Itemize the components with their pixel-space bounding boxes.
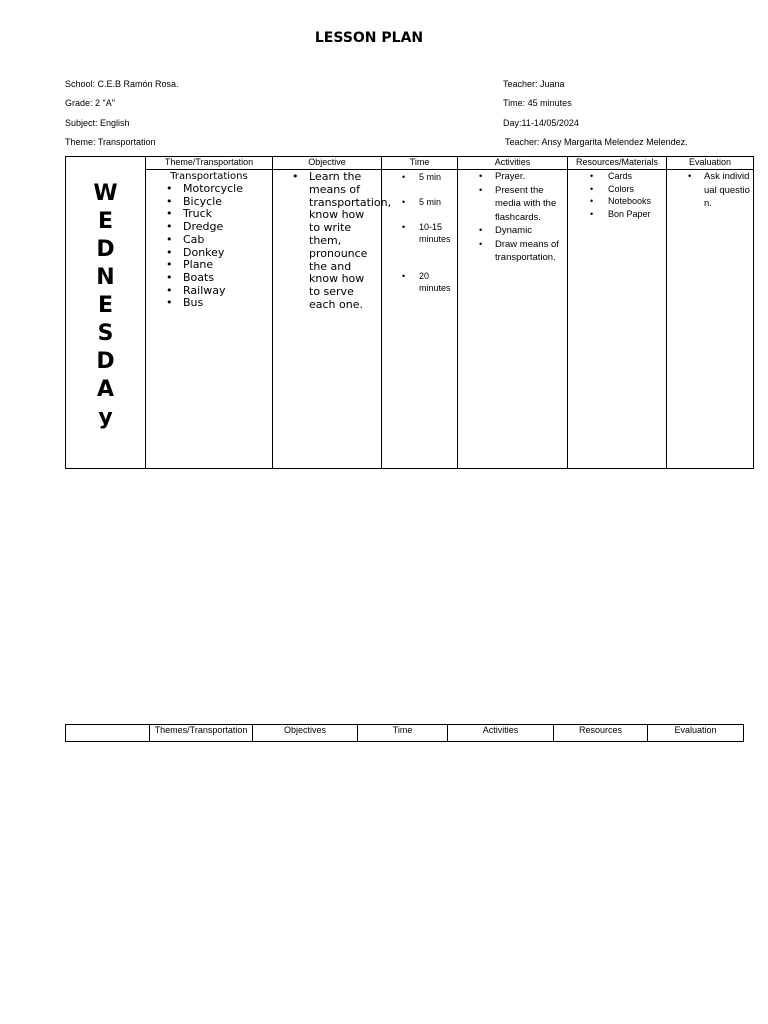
- lesson-plan-table: [65, 156, 754, 469]
- list-item: • Colors: [568, 183, 666, 196]
- list-item: • Cab: [146, 234, 272, 247]
- evaluation-list: [667, 170, 753, 211]
- list-item: • Ask individual question.: [667, 170, 753, 211]
- header-cell-resources: Resources: [554, 725, 648, 742]
- list-item: • Boats: [146, 272, 272, 285]
- list-item: • Bon Paper: [568, 208, 666, 221]
- list-item: • Present the media with the flashcards.: [458, 184, 567, 225]
- meta-grade: Grade: 2 "A": [65, 98, 115, 108]
- meta-time: Time: 45 minutes: [503, 98, 572, 108]
- header-cell-activities: Activities: [458, 157, 568, 170]
- table-header-row: [66, 725, 744, 742]
- header-cell-day: [66, 157, 146, 170]
- header-cell-evaluation: Evaluation: [667, 157, 754, 170]
- transport-cell: [146, 170, 273, 469]
- secondary-table: [65, 724, 744, 742]
- header-cell-time: Time: [358, 725, 448, 742]
- table-row: [66, 170, 754, 469]
- header-cell-resources: Resources/Materials: [568, 157, 667, 170]
- time-cell: [382, 170, 458, 469]
- list-item: • Bus: [146, 297, 272, 310]
- day-letter: y: [98, 404, 113, 430]
- transport-list: [146, 183, 272, 310]
- meta-teacher: Teacher: Juana: [503, 79, 565, 89]
- day-letter: S: [97, 320, 114, 346]
- evaluation-cell: [667, 170, 754, 469]
- meta-subject: Subject: English: [65, 118, 130, 128]
- list-item: • Prayer.: [458, 170, 567, 184]
- list-item: • Donkey: [146, 247, 272, 260]
- day-letter: N: [96, 264, 115, 290]
- meta-teacher-full: Teacher: Ansy Margarita Melendez Melendez.: [505, 137, 688, 147]
- meta-school: School: C.E.B Ramón Rosa.: [65, 79, 179, 89]
- activities-cell: [458, 170, 568, 469]
- header-cell-time: Time: [382, 157, 458, 170]
- list-item: • Notebooks: [568, 195, 666, 208]
- list-item: • Railway: [146, 285, 272, 298]
- document-title: LESSON PLAN: [314, 30, 424, 46]
- transport-heading: Transportations: [170, 171, 248, 182]
- header-cell-activities: Activities: [448, 725, 554, 742]
- list-item: • 5 min: [382, 196, 457, 208]
- resources-list: [568, 170, 666, 220]
- list-item: • 5 min: [382, 171, 457, 183]
- day-letter: W: [93, 180, 118, 206]
- header-cell-theme: Theme/Transportation: [146, 157, 273, 170]
- objective-cell: [273, 170, 392, 469]
- list-item: • Bicycle: [146, 196, 272, 209]
- list-item: • Learn the means of transportation, know how to write them, pronounce the and know how to serve each one.: [273, 171, 381, 312]
- list-item: • Dynamic: [458, 224, 567, 238]
- day-letter: A: [96, 376, 115, 402]
- header-cell-objectives: Objectives: [253, 725, 358, 742]
- list-item: • Dredge: [146, 221, 272, 234]
- header-cell-objective: Objective: [273, 157, 382, 170]
- meta-day: Day:11-14/05/2024: [503, 118, 579, 128]
- day-letter: E: [97, 292, 114, 318]
- list-item: • 10-15 minutes: [382, 221, 457, 245]
- resources-cell: [568, 170, 667, 469]
- header-cell-evaluation: Evaluation: [648, 725, 744, 742]
- activities-list: [458, 170, 567, 265]
- objective-list: [273, 170, 392, 312]
- day-cell: [66, 170, 146, 469]
- table-header-row: [66, 157, 754, 170]
- list-item: • Draw means of transportation.: [458, 238, 567, 265]
- day-letter: D: [96, 348, 115, 374]
- list-item: • Plane: [146, 259, 272, 272]
- list-item: • 20 minutes: [382, 270, 457, 294]
- time-list: [382, 171, 457, 294]
- day-letter: E: [97, 208, 114, 234]
- list-item: • Truck: [146, 208, 272, 221]
- header-cell-themes: Themes/Transportation: [150, 725, 253, 742]
- day-letter: D: [96, 236, 115, 262]
- header-cell-empty: [66, 725, 150, 742]
- list-item: • Cards: [568, 170, 666, 183]
- list-item: • Motorcycle: [146, 183, 272, 196]
- meta-theme: Theme: Transportation: [65, 137, 156, 147]
